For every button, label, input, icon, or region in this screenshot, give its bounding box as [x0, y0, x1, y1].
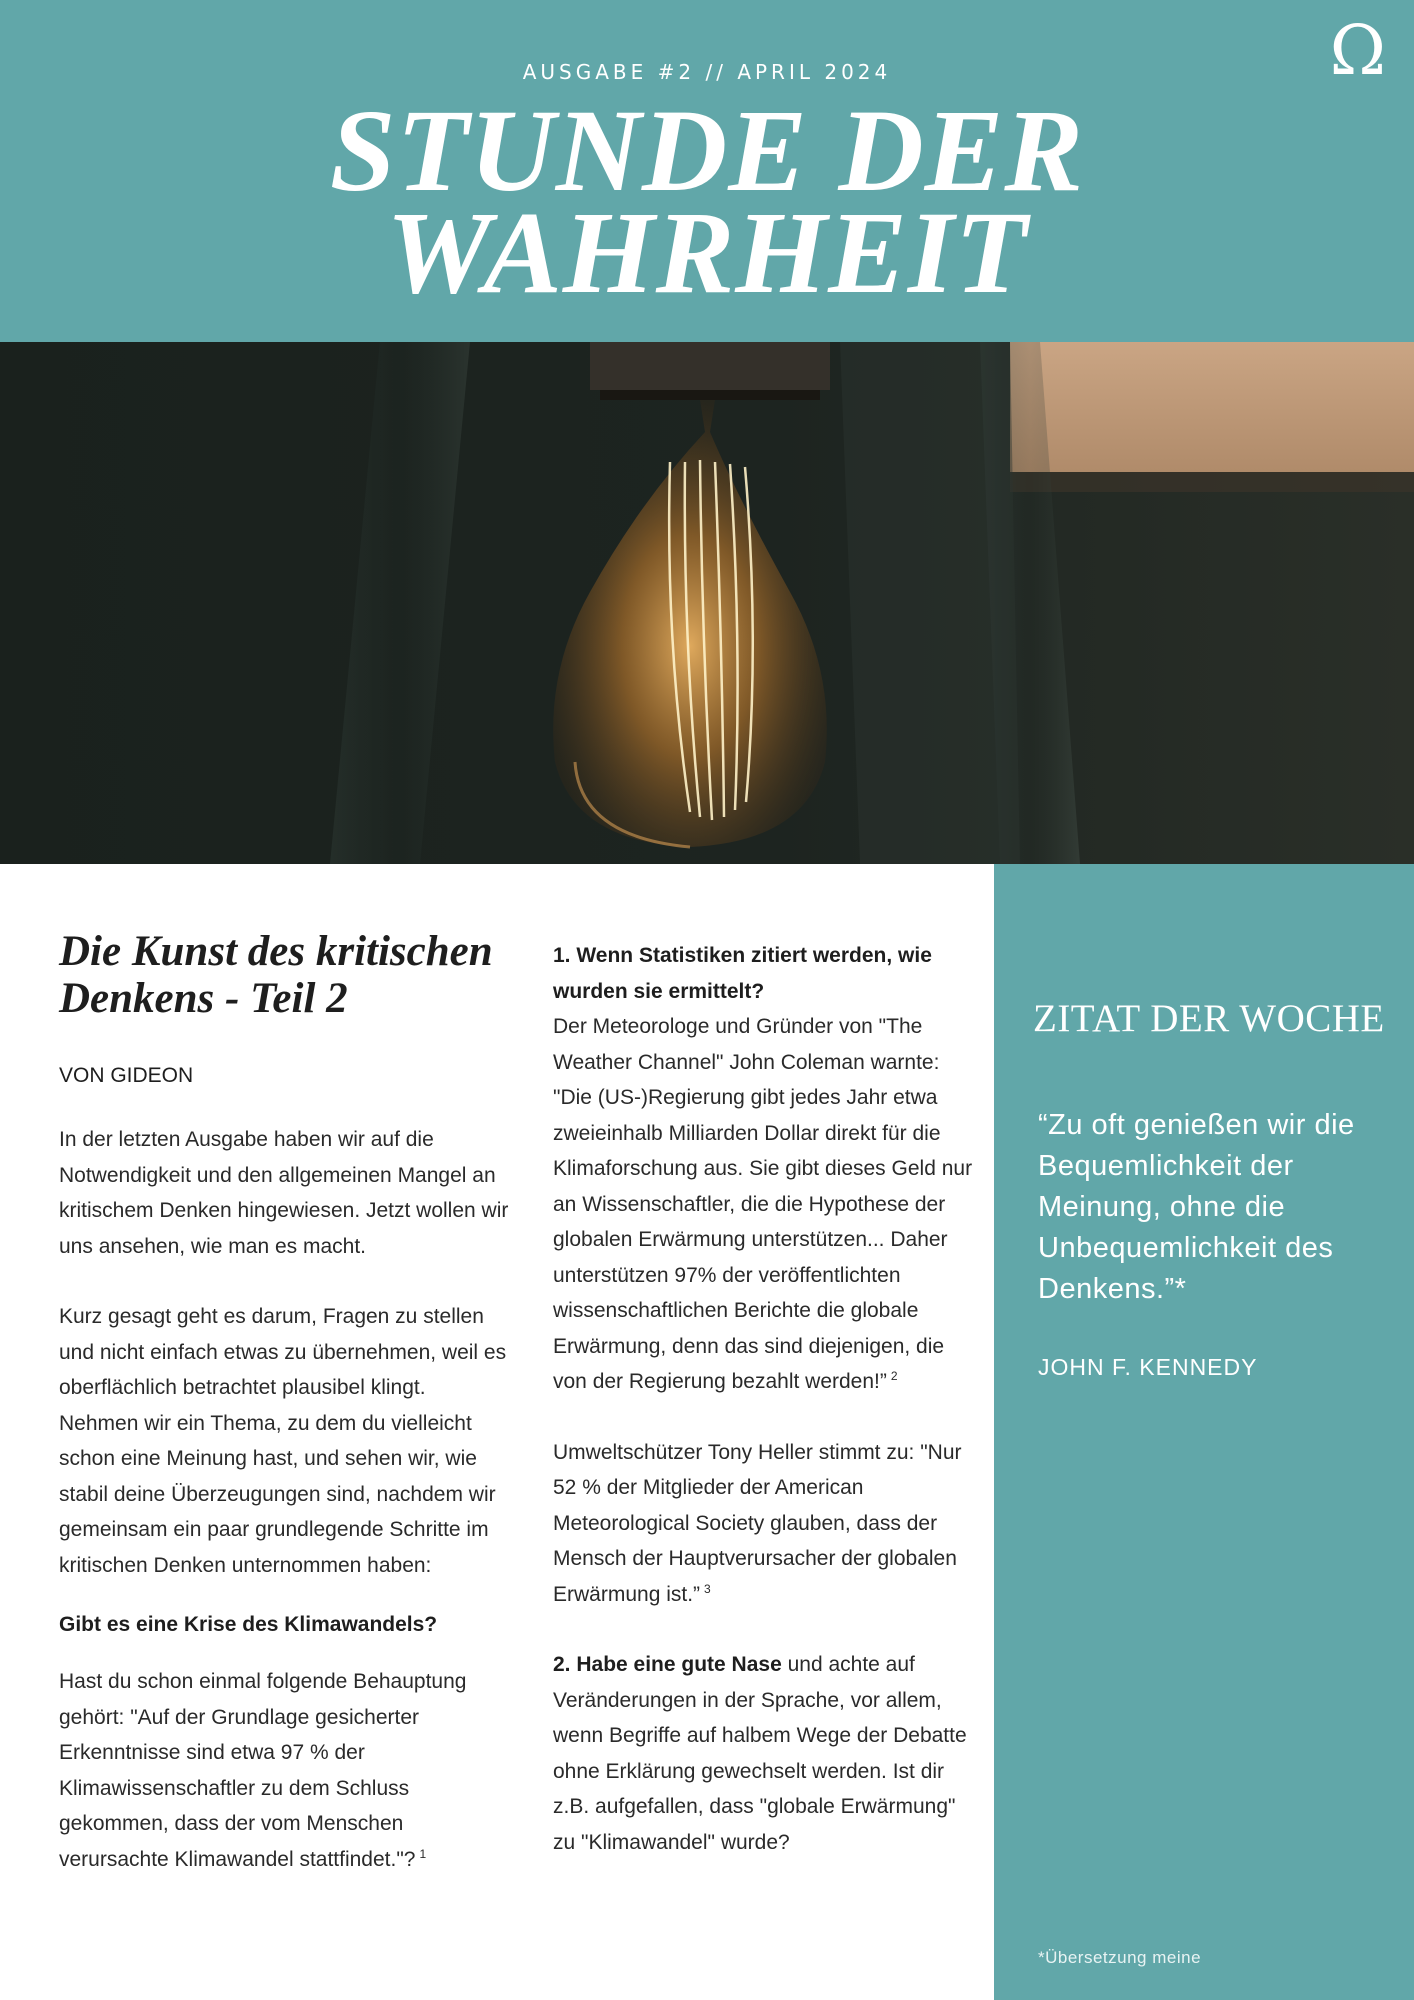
title-line-2: WAHRHEIT: [386, 187, 1028, 318]
article-column-left: [59, 928, 509, 1877]
light-bulb-photo: [0, 342, 1414, 864]
step-2-text: und achte auf Veränderungen in der Sprache, vor allem, wenn Begriffe auf halbem Wege der Debatte ohne Erklärung gewechselt werden. Ist dir z.B. aufgefallen, dass "globale Erwärmung" zu "Klimawandel" wurde?: [553, 1653, 967, 1854]
step-1-text: Der Meteorologe und Gründer von "The Weather Channel" John Coleman warnte: "Die (US-)Regierung gibt jedes Jahr etwa zweieinhalb Milliarden Dollar direkt für die Klimaforschung aus. Sie gibt dieses Geld nur an Wissenschaftler, die die Hypothese der globalen Erwärmung unterstützen... Daher unterstützen 97% der veröffentlichten wissenschaftlichen Berichte die globale Erwärmung, denn das sind diejenigen, die von der Regierung bezahlt werden!”: [553, 1015, 973, 1393]
heller-text: Umweltschützer Tony Heller stimmt zu: "Nur 52 % der Mitglieder der American Meteorological Society glauben, dass der Mensch der Hauptverursacher der globalen Erwärmung ist.”: [553, 1440, 962, 1606]
step-2-heading: 2. Habe eine gute Nase: [553, 1653, 782, 1676]
omega-icon: Ω: [1329, 12, 1386, 91]
step-1-paragraph: [553, 1009, 973, 1400]
step-1-heading: [553, 938, 973, 1009]
article-title: [59, 928, 509, 1022]
newsletter-title: [0, 85, 1414, 318]
paragraph-3-text: Hast du schon einmal folgende Behauptung gehört: "Auf der Grundlage gesicherter Erkenntnisse sind etwa 97 % der Klimawissenschaftler zu dem Schluss gekommen, dass der vom Menschen verursachte Klimawandel stattfindet."?: [59, 1670, 467, 1871]
paragraph-3: [59, 1664, 509, 1877]
footnote-ref-1: 1: [419, 1846, 427, 1861]
hero-image: [0, 342, 1414, 864]
quote-heading: ZITAT DER WOCHE: [1033, 997, 1385, 1040]
byline: VON GIDEON: [59, 1064, 194, 1087]
issue-label: AUSGABE #2 // APRIL 2024: [522, 60, 892, 84]
footnote-ref-3: 3: [704, 1581, 711, 1596]
paragraph-2: Kurz gesagt geht es darum, Fragen zu stellen und nicht einfach etwas zu übernehmen, weil es oberflächlich betrachtet plausibel klingt. Nehmen wir ein Thema, zu dem du vielleicht schon eine Meinung hast, und sehen wir, wie stabil deine Überzeugungen sind, nachdem wir gemeinsam ein paar grundlegende Schritte im kritischen Denken unternommen haben:: [59, 1305, 507, 1577]
title-line-1: STUNDE DER: [329, 85, 1085, 216]
footnote-ref-2: 2: [890, 1369, 898, 1383]
section-subheading: Gibt es eine Krise des Klimawandels?: [59, 1613, 438, 1636]
step-1-heading-text: 1. Wenn Statistiken zitiert werden, wie wurden sie ermittelt?: [553, 944, 932, 1003]
masthead: [0, 0, 1414, 342]
step-2-paragraph: [553, 1647, 973, 1860]
article-title-line-2: Denkens - Teil 2: [59, 975, 348, 1022]
quote-author: JOHN F. KENNEDY: [1038, 1354, 1258, 1380]
article-title-line-1: Die Kunst des kritischen: [59, 928, 493, 975]
heller-paragraph: [553, 1435, 973, 1613]
intro-paragraph: In der letzten Ausgabe haben wir auf die Notwendigkeit und den allgemeinen Mangel an kritischem Denken hingewiesen. Jetzt wollen wir uns ansehen, wie man es macht.: [59, 1128, 509, 1258]
quote-text: “Zu oft genießen wir die Bequemlichkeit der Meinung, ohne die Unbequemlichkeit des Denkens.”*: [1038, 1109, 1355, 1305]
article-column-right: [553, 938, 973, 1860]
translation-footnote: *Übersetzung meine: [1038, 1948, 1202, 1967]
